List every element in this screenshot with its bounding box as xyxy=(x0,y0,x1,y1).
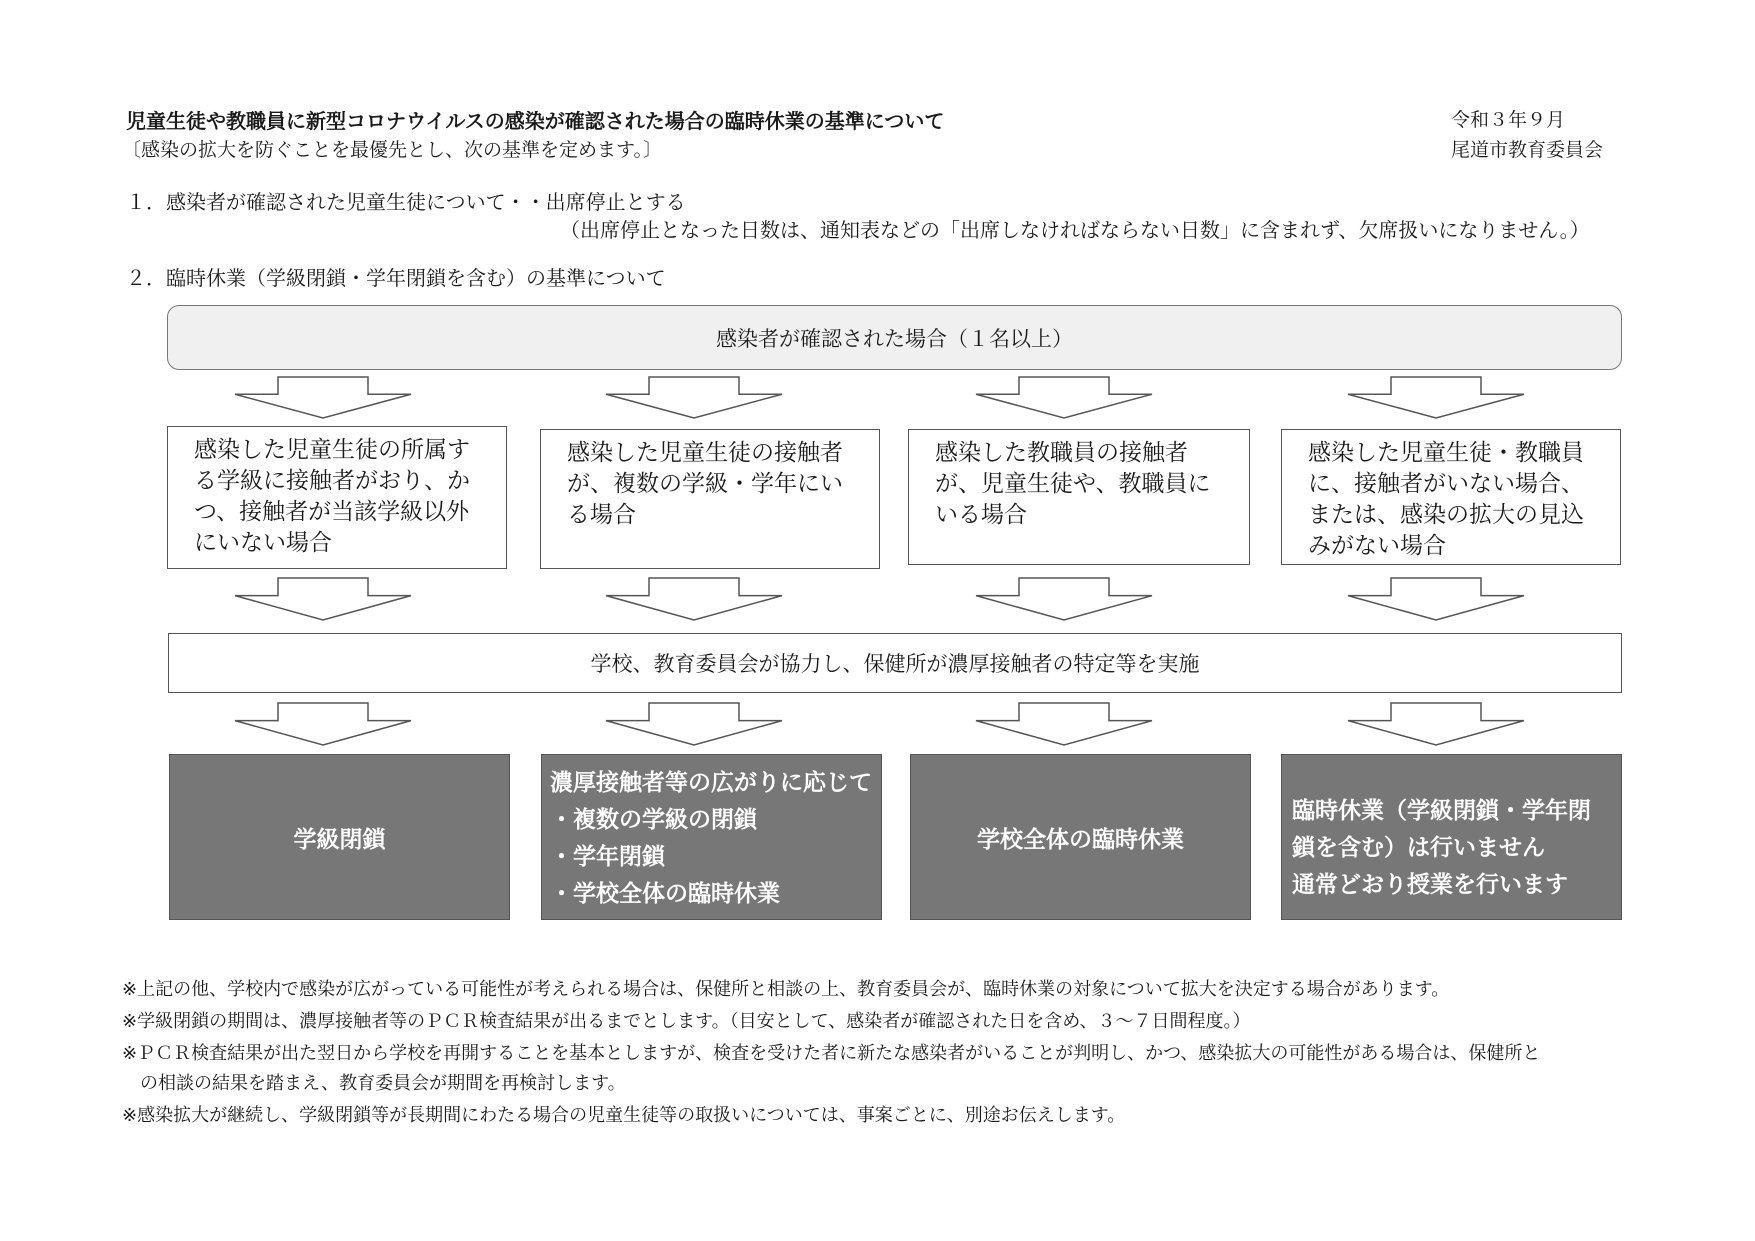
note-3: ※ＰＣＲ検査結果が出た翌日から学校を再開することを基本としますが、検査を受けた者に新たな感染者がいることが判明し、かつ、感染拡大の可能性がある場合は、保健所と xyxy=(122,1043,1541,1064)
condition-box-multiple-classes: 感染した児童生徒の接触者が、複数の学級・学年にいる場合 xyxy=(540,429,880,569)
down-arrow-icon xyxy=(976,703,1152,745)
condition-box-no-contacts: 感染した児童生徒・教職員に、接触者がいない場合、または、感染の拡大の見込みがない場合 xyxy=(1281,429,1621,565)
down-arrow-icon xyxy=(1348,703,1524,745)
result-no-closure-line: 鎖を含む）は行いません xyxy=(1292,835,1545,861)
down-arrow-icon xyxy=(1348,578,1524,620)
section-1-note: （出席停止となった日数は、通知表などの「出席しなければならない日数」に含まれず、欠席扱いになりません。） xyxy=(560,218,1590,242)
note-1: ※上記の他、学校内で感染が広がっている可能性が考えられる場合は、保健所と相談の上、教育委員会が、臨時休業の対象について拡大を決定する場合があります。 xyxy=(122,979,1450,1000)
result-no-closure xyxy=(1281,754,1622,920)
issue-date: 令和３年９月 xyxy=(1451,109,1566,131)
result-school-closure: 学校全体の臨時休業 xyxy=(910,754,1251,920)
result-spread-item: ・学年閉鎖 xyxy=(550,844,665,870)
down-arrow-icon xyxy=(1348,377,1524,418)
trigger-box: 感染者が確認された場合（１名以上） xyxy=(167,305,1622,370)
note-2: ※学級閉鎖の期間は、濃厚接触者等のＰＣＲ検査結果が出るまでとします。（目安として、感染者が確認された日を含め、３～７日間程度。） xyxy=(122,1011,1251,1032)
down-arrow-icon xyxy=(606,703,782,745)
condition-box-staff-contacts: 感染した教職員の接触者が、児童生徒や、教職員にいる場合 xyxy=(908,429,1250,565)
document-title: 児童生徒や教職員に新型コロナウイルスの感染が確認された場合の臨時休業の基準について xyxy=(126,109,945,133)
note-4: ※感染拡大が継続し、学級閉鎖等が長期間にわたる場合の児童生徒等の取扱いについては、事案ごとに、別途お伝えします。 xyxy=(122,1105,1126,1126)
result-spread-heading: 濃厚接触者等の広がりに応じて xyxy=(550,770,872,796)
result-no-closure-line: 通常どおり授業を行います xyxy=(1292,872,1568,898)
health-center-box: 学校、教育委員会が協力し、保健所が濃厚接触者の特定等を実施 xyxy=(168,633,1622,693)
down-arrow-icon xyxy=(976,578,1152,620)
result-spread-item: ・複数の学級の閉鎖 xyxy=(550,807,757,833)
result-no-closure-line: 臨時休業（学級閉鎖・学年閉 xyxy=(1292,798,1591,824)
down-arrow-icon xyxy=(235,703,411,745)
down-arrow-icon xyxy=(976,377,1152,418)
result-spread-item: ・学校全体の臨時休業 xyxy=(550,881,780,907)
section-1-heading: １．感染者が確認された児童生徒について・・出席停止とする xyxy=(126,190,686,214)
document-subtitle: 〔感染の拡大を防ぐことを最優先とし、次の基準を定めます。〕 xyxy=(122,139,662,161)
down-arrow-icon xyxy=(235,578,411,620)
result-class-closure: 学級閉鎖 xyxy=(169,754,510,920)
result-depending-on-spread xyxy=(541,754,882,920)
condition-box-class-only: 感染した児童生徒の所属する学級に接触者がおり、かつ、接触者が当該学級以外にいない場合 xyxy=(167,426,507,569)
note-3-continued: の相談の結果を踏まえ、教育委員会が期間を再検討します。 xyxy=(122,1073,626,1094)
section-2-heading: ２．臨時休業（学級閉鎖・学年閉鎖を含む）の基準について xyxy=(126,266,666,290)
issuing-organization: 尾道市教育委員会 xyxy=(1451,139,1604,161)
down-arrow-icon xyxy=(606,578,782,620)
down-arrow-icon xyxy=(606,377,782,418)
down-arrow-icon xyxy=(235,377,411,418)
